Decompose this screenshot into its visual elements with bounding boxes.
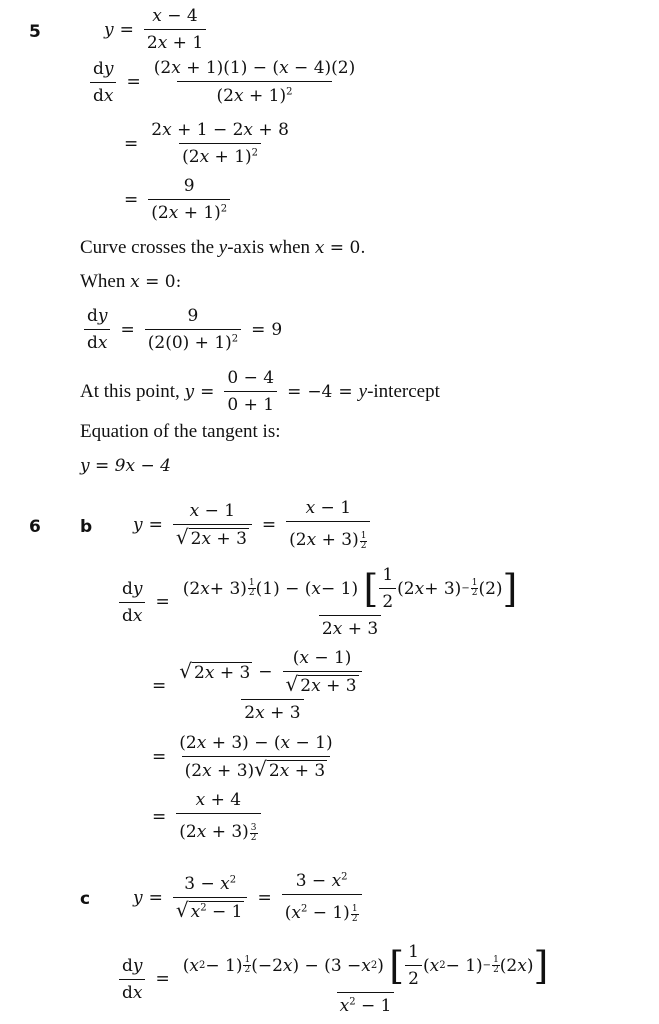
q6c-function: y = $3 - x^2$ √ $x^2 - 1$ = $3 - x^2$ $(x^2 - 1)$ $\frac{1}{2}$ (133, 871, 366, 924)
q5-derivative-step-2: = $\frac{2x + 1 - 2x + 8}{(2x + 1)^2}$ (124, 120, 289, 167)
q5-equation-label: Equation of the tangent is: (80, 421, 281, 442)
part-c-label: c (80, 889, 91, 909)
q5-when-x-zero: When x = 0: (80, 271, 182, 292)
q5-gradient-at-zero: $\frac{dy}{dx}$ = $\frac{9}{(2(0) + 1)^2}$ = 9 (80, 306, 282, 353)
question-number-5: 5 (29, 22, 41, 42)
q5-y-intercept: At this point, y = $\frac{0 - 4}{0 + 1}$ = −4 = y -intercept (80, 368, 440, 415)
q6b-function: y = x − 1 √ 2x + 3 = x − 1 (2x + 3) $\frac{1}{2}$ (133, 498, 374, 551)
q6b-derivative-step-4: = x + 4 (2x + 3) $\frac{3}{2}$ (146, 790, 265, 843)
q5-function: y = $\frac{x - 4}{2x + 1}$ (104, 6, 210, 53)
q5-crosses-y-axis: Curve crosses the y -axis when x = 0. (80, 237, 366, 258)
q6b-derivative-step-2: = √ 2x + 3 − (x − 1) √ 2x + 3 2x + 3 (146, 648, 373, 723)
question-number-6: 6 (29, 517, 41, 537)
q6b-derivative-step-1: $\frac{dy}{dx}$ = (2 x + 3) 1 2 (1) − ( x − 1) [ $\frac{1}{2}$ (2 x + 3) − $\frac{1}{2}$ (2) ] 2x + 3 (115, 565, 524, 639)
part-b-label: b (80, 517, 93, 537)
q6c-derivative-step-1: $\frac{dy}{dx}$ = ( x 2 − 1) 1 2 (−2 x ) − (3 − x 2 ) [ $\frac{1}{2}$ ( x 2 − 1) − $\frac{1}{2}$ (2 x ) ] $x^2 - 1$ (115, 942, 555, 1016)
q5-derivative-step-3: = $\frac{9}{(2x + 1)^2}$ (118, 176, 234, 223)
q5-derivative-step-1: $\frac{dy}{dx}$ = $\frac{(2x + 1)(1) - (x - 4)(2)}{(2x + 1)^2}$ (86, 58, 362, 106)
q6b-derivative-step-3: = (2x + 3) − (x − 1) (2x + 3) √ 2x + 3 (152, 733, 333, 781)
q5-tangent-equation: y = 9x − 4 (80, 456, 171, 476)
